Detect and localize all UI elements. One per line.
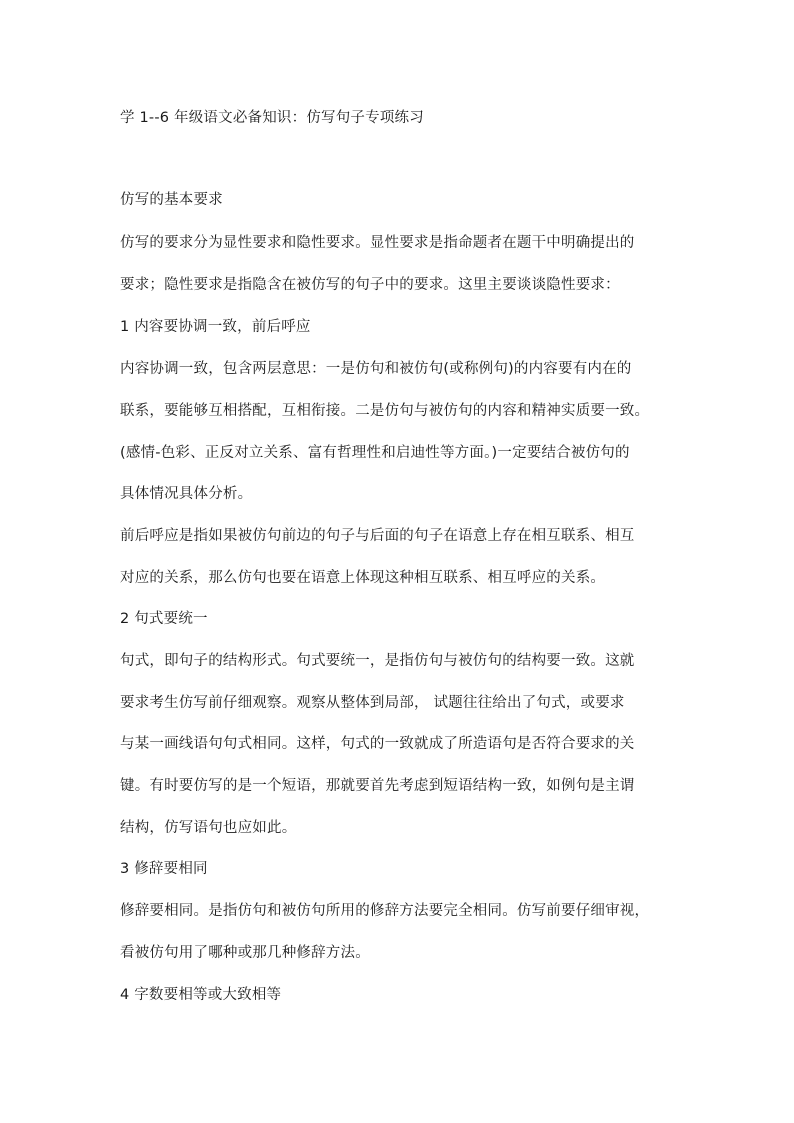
item-heading-4: 4 字数要相等或大致相等 [120,987,282,1003]
paragraph-line: 与某一画线语句句式相同。这样，句式的一致就成了所造语句是否符合要求的关 [120,736,635,752]
paragraph-line: 键。有时要仿写的是一个短语，那就要首先考虑到短语结构一致，如例句是主谓 [120,778,635,794]
item-heading-2: 2 句式要统一 [120,611,208,627]
paragraph-line: 具体情况具体分析。 [120,486,253,502]
paragraph-line: 句式，即句子的结构形式。句式要统一，是指仿句与被仿句的结构要一致。这就 [120,653,635,669]
paragraph-line: 前后呼应是指如果被仿句前边的句子与后面的句子在语意上存在相互联系、相互 [120,528,635,544]
paragraph-line: 要求考生仿写前仔细观察。观察从整体到局部， 试题往往给出了句式，或要求 [120,695,625,711]
intro-line: 要求；隐性要求是指隐含在被仿写的句子中的要求。这里主要谈谈隐性要求： [120,277,620,293]
section-heading: 仿写的基本要求 [120,192,223,208]
paragraph-line: 对应的关系，那么仿句也要在语意上体现这种相互联系、相互呼应的关系。 [120,570,606,586]
paragraph-line: 联系，要能够互相搭配，互相衔接。二是仿句与被仿句的内容和精神实质要一致。 [120,403,650,419]
item-heading-1: 1 内容要协调一致，前后呼应 [120,319,311,335]
intro-line: 仿写的要求分为显性要求和隐性要求。显性要求是指命题者在题干中明确提出的 [120,235,635,251]
paragraph-line: 内容协调一致，包含两层意思：一是仿句和被仿句(或称例句)的内容要有内在的 [120,361,632,377]
item-heading-3: 3 修辞要相同 [120,861,208,877]
document-title: 学 1--6 年级语文必备知识：仿写句子专项练习 [120,110,424,126]
paragraph-line: 修辞要相同。是指仿句和被仿句所用的修辞方法要完全相同。仿写前要仔细审视， [120,903,650,919]
paragraph-line: 结构，仿写语句也应如此。 [120,820,297,836]
paragraph-line: (感情-色彩、正反对立关系、富有哲理性和启迪性等方面。)一定要结合被仿句的 [120,445,630,461]
paragraph-line: 看被仿句用了哪种或那几种修辞方法。 [120,945,370,961]
